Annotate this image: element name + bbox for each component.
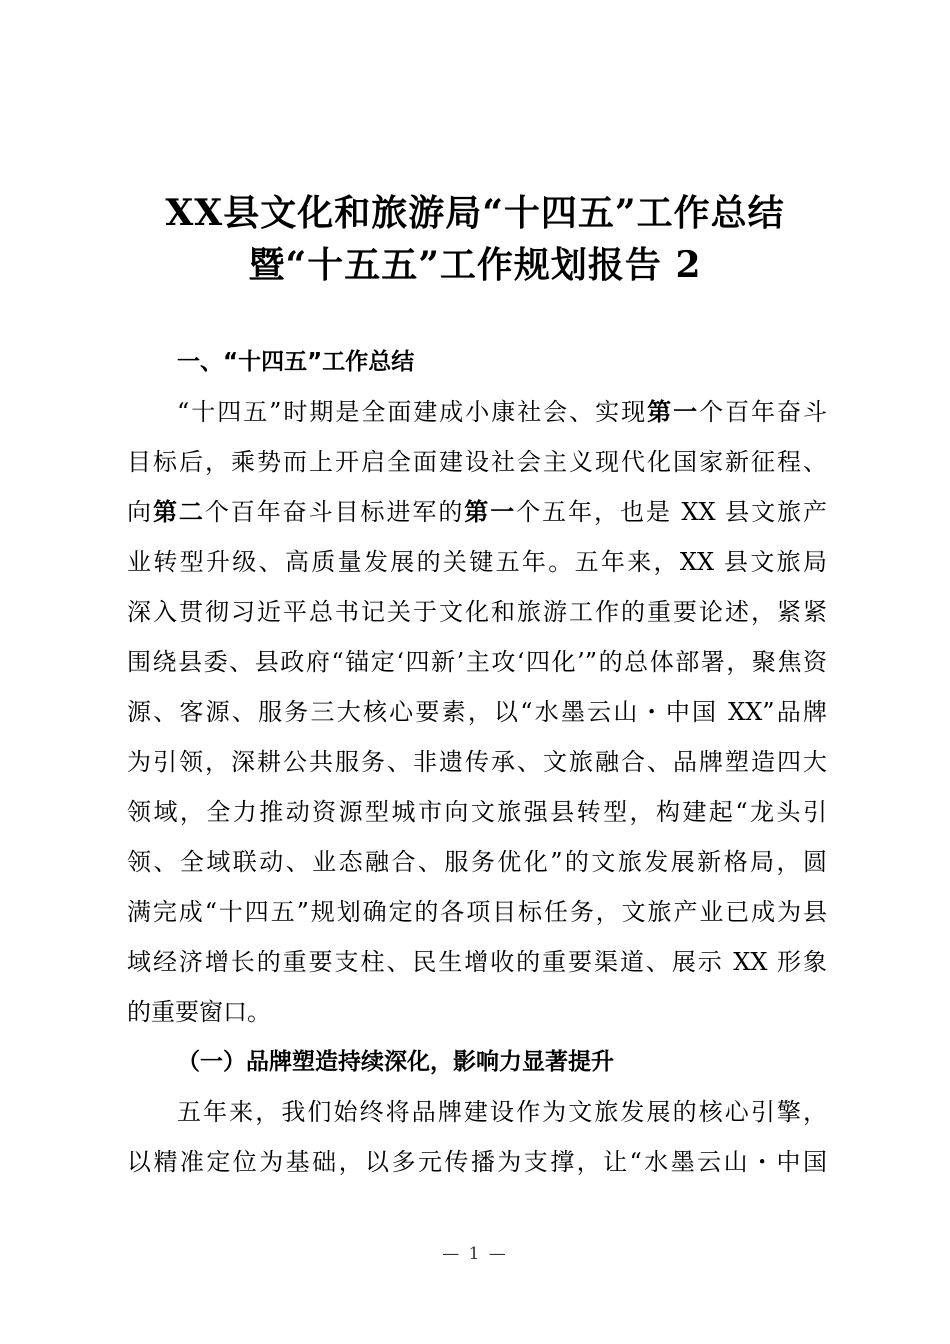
paragraph-line: 的重要窗口。 (127, 998, 271, 1026)
paragraph-line: 深入贯彻习近平总书记关于文化和旅游工作的重要论述，紧紧 (127, 598, 827, 626)
paragraph-line: 域经济增长的重要支柱、民生增收的重要渠道、展示 XX 形象 (127, 948, 827, 976)
paragraph-line: 源、客源、服务三大核心要素，以“水墨云山・中国 XX”品牌 (127, 698, 827, 726)
paragraph-line: 向第二个百年奋斗目标进军的第一个五年，也是 XX 县文旅产 (127, 498, 827, 526)
section-heading: 一、“十四五”工作总结 (177, 349, 415, 375)
paragraph-line: 满完成“十四五”规划确定的各项目标任务，文旅产业已成为县 (127, 898, 827, 926)
paragraph-line: 五年来，我们始终将品牌建设作为文旅发展的核心引擎， (177, 1098, 827, 1126)
document-title-line-1: XX县文化和旅游局“十四五”工作总结 (165, 192, 785, 234)
paragraph-line: 目标后，乘势而上开启全面建设社会主义现代化国家新征程、 (127, 448, 827, 476)
subsection-heading: （一）品牌塑造持续深化，影响力显著提升 (177, 1049, 614, 1075)
paragraph-line: 业转型升级、高质量发展的关键五年。五年来，XX 县文旅局 (127, 548, 827, 576)
paragraph-line: “十四五”时期是全面建成小康社会、实现第一个百年奋斗 (177, 398, 827, 426)
paragraph-line: 为引领，深耕公共服务、非遗传承、文旅融合、品牌塑造四大 (127, 748, 827, 776)
page-number: — 1 — (442, 1244, 508, 1264)
paragraph-line: 以精准定位为基础，以多元传播为支撑，让“水墨云山・中国 (127, 1148, 827, 1176)
paragraph-line: 围绕县委、县政府“锚定‘四新’主攻‘四化’”的总体部署，聚焦资 (127, 648, 827, 676)
paragraph-line: 领域，全力推动资源型城市向文旅强县转型，构建起“龙头引 (127, 798, 827, 826)
paragraph-line: 领、全域联动、业态融合、服务优化”的文旅发展新格局，圆 (127, 848, 827, 876)
document-title-line-2: 暨“十五五”工作规划报告 2 (248, 244, 702, 286)
